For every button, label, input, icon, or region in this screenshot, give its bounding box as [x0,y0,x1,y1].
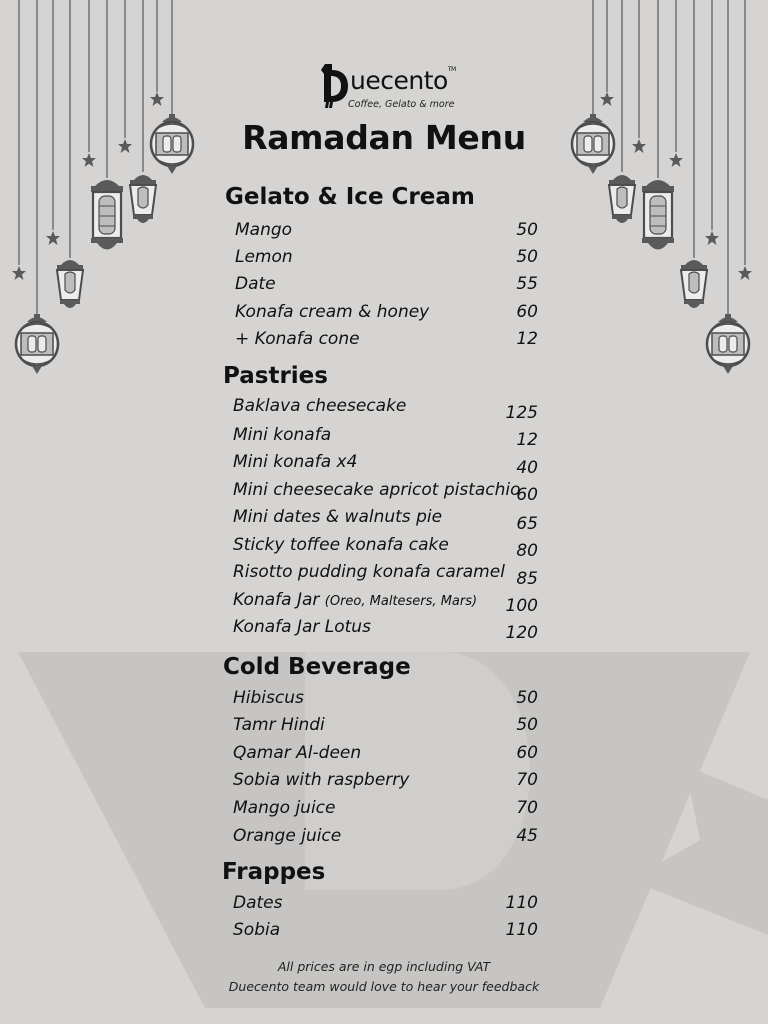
menu-item-name: Qamar Al-deen [233,743,362,763]
menu-item-name: Mini konafa [233,425,332,445]
menu-item-name: Baklava cheesecake [233,396,407,416]
menu-item-price: 80 [516,541,538,561]
menu-item-price: 60 [516,302,538,322]
menu-item-name: Sticky toffee konafa cake [233,535,449,555]
menu-item-price: 70 [516,770,538,790]
menu-item-name: + Konafa cone [235,329,360,349]
menu-item-name: Date [235,274,276,294]
menu-item-price: 50 [516,688,538,708]
menu-item-name: Konafa cream & honey [235,302,430,322]
menu-item-price: 60 [516,485,538,505]
menu-item-name: Risotto pudding konafa caramel [233,562,505,582]
menu-item-note: (Oreo, Maltesers, Mars) [324,594,478,609]
menu-item-price: 120 [505,623,538,643]
menu-item-price: 40 [516,458,538,478]
brand-logo [316,62,476,114]
footer-feedback-note: Duecento team would love to hear your feedback [228,979,540,994]
section-title-pastries: Pastries [223,363,328,389]
menu-item-price: 12 [516,329,538,349]
menu-item-price: 50 [516,220,538,240]
brand-wordmark: uecento™ [350,66,456,95]
menu-item-price: 45 [516,826,538,846]
menu-item-price: 50 [516,715,538,735]
menu-item-price: 125 [505,403,538,423]
menu-item-name: Sobia with raspberry [233,770,410,790]
menu-item-price: 65 [516,514,538,534]
menu-item-price: 50 [516,247,538,267]
menu-item-price: 110 [505,893,538,913]
menu-item-name: Mini cheesecake apricot pistachio [233,480,521,500]
menu-item-price: 110 [505,920,538,940]
menu-item-name: Mini dates & walnuts pie [233,507,443,527]
menu-item-price: 70 [516,798,538,818]
menu-item-price: 60 [516,743,538,763]
menu-item-name: Lemon [235,247,293,267]
menu-item-price: 55 [516,274,538,294]
section-title-frappes: Frappes [222,859,326,885]
menu-item-name: Tamr Hindi [233,715,325,735]
menu-item-price: 12 [516,430,538,450]
trademark-mark: TM [447,66,456,73]
section-title-cold-beverage: Cold Beverage [223,654,411,680]
menu-item-price: 100 [505,596,538,616]
duecento-logo-icon [320,62,350,110]
menu-item-name: Dates [233,893,283,913]
section-title-gelato: Gelato & Ice Cream [225,184,475,210]
page-title: Ramadan Menu [242,118,526,157]
brand-tagline: Coffee, Gelato & more [348,99,455,110]
menu-item-name: Mini konafa x4 [233,452,358,472]
menu-item-name: Mango [235,220,293,240]
menu-item-name: Konafa Jar Lotus [233,617,371,637]
menu-item-name: Konafa Jar (Oreo, Maltesers, Mars) [233,590,478,610]
footer-vat-note: All prices are in egp including VAT [277,959,491,974]
menu-item-name: Orange juice [233,826,342,846]
menu-item-price: 85 [516,569,538,589]
menu-item-name: Mango juice [233,798,336,818]
menu-item-name: Hibiscus [233,688,304,708]
menu-item-name: Sobia [233,920,281,940]
